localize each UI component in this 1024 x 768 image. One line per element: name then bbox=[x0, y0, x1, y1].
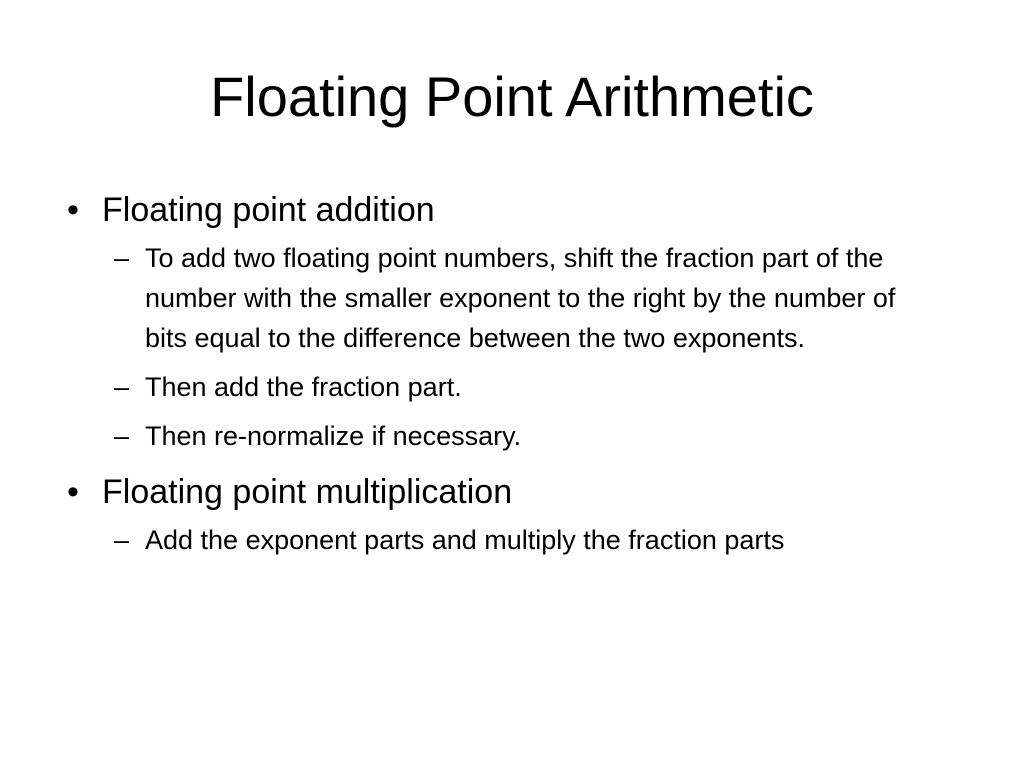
sub-item bbox=[102, 416, 978, 456]
bullet-list bbox=[58, 186, 978, 572]
bullet-item-multiplication bbox=[58, 468, 978, 560]
sub-item-text: Then re-normalize if necessary. bbox=[145, 421, 522, 451]
sub-item-text: Add the exponent parts and multiply the fraction parts bbox=[145, 525, 785, 555]
sub-list bbox=[102, 238, 978, 456]
sub-item bbox=[102, 520, 978, 560]
bullet-item-addition bbox=[58, 186, 978, 456]
sub-item-text: Then add the fraction part. bbox=[145, 372, 462, 402]
sub-list bbox=[102, 520, 978, 560]
bullet-text: Floating point multiplication bbox=[102, 473, 513, 511]
bullet-text: Floating point addition bbox=[102, 191, 435, 229]
bullet-marker: • bbox=[67, 191, 79, 229]
slide-title: Floating Point Arithmetic bbox=[210, 65, 814, 128]
dash-marker: – bbox=[114, 243, 130, 273]
sub-item bbox=[102, 238, 978, 358]
sub-item-text: To add two floating point numbers, shift the fraction part of the number with the smaller exponent to the right by the number of bits equal to the difference between the two exponents. bbox=[145, 243, 896, 353]
sub-item bbox=[102, 367, 978, 407]
dash-marker: – bbox=[114, 525, 130, 555]
dash-marker: – bbox=[114, 421, 130, 451]
dash-marker: – bbox=[114, 372, 130, 402]
bullet-marker: • bbox=[67, 473, 79, 511]
